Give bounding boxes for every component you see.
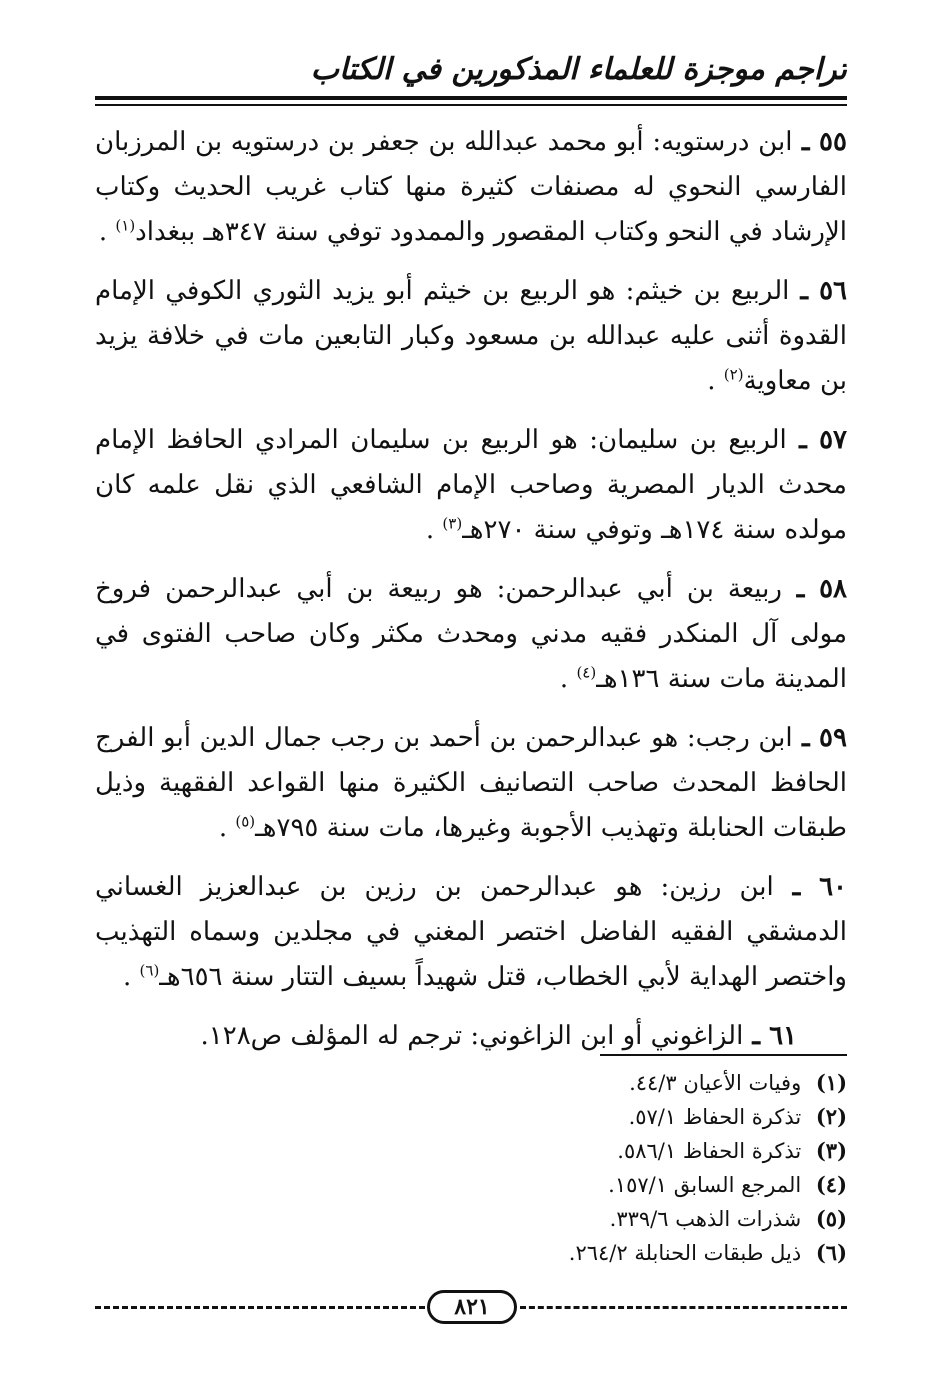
entry-56: ٥٦ ـ الربيع بن خيثم: هو الربيع بن خيثم أبو يزيد الثوري الكوفي الإمام القدوة أثنى عليه عبدالله بن مسعود وكبار التابعين مات في خلافة يزيد بن معاوية$^{(٢)}$ . [95,269,847,404]
entry-55: ٥٥ ـ ابن درستويه: أبو محمد عبدالله بن جعفر بن درستويه بن المرزبان الفارسي النحوي له مصنفات كثيرة منها كتاب غريب الحديث وكتاب الإرشاد في النحو وكتاب المقصور والممدود توفي سنة ٣٤٧هـ ببغداد$^{(١)}$ . [95,120,847,255]
footnote-ref: (٣) [442,514,463,533]
footnote-text: ذيل طبقات الحنابلة ٢٦٤/٢. [568,1241,802,1265]
footnote-number: (٥) [815,1206,847,1231]
entry-number: ٥٥ ـ [792,127,847,157]
footnotes [95,1066,847,1270]
entry-number: ٦٠ ـ [774,872,847,902]
entry-61 [95,1014,847,1059]
entry-60: ٦٠ ـ ابن رزين: هو عبدالرحمن بن رزين بن عبدالعزيز الغساني الدمشقي الفقيه الفاضل اختصر المغني في مجلدين وسماه التهذيب واختصر الهداية لأبي الخطاب، قتل شهيداً بسيف التتار سنة ٦٥٦هـ$^{(٦)}$ . [95,865,847,1000]
running-head-title: تراجم موجزة للعلماء المذكورين في الكتاب [310,52,847,87]
header-rule-thick [95,96,847,100]
entry-number: ٥٦ ـ [789,276,847,306]
footnote-ref: (٦) [139,961,160,980]
entry-number: ٥٩ ـ [793,723,847,753]
footnote-ref: (٥) [235,812,256,831]
page-number: ٨٢١ [427,1290,517,1324]
entry-number: ٥٧ ـ [787,425,847,455]
footnote-text: المرجع السابق ١٥٧/١. [608,1173,802,1197]
footnote-text: وفيات الأعيان ٤٤/٣. [629,1071,802,1095]
entry-58: ٥٨ ـ ربيعة بن أبي عبدالرحمن: هو ربيعة بن أبي عبدالرحمن فروخ مولى آل المنكدر فقيه مدني ومحدث مكثر وكان صاحب الفتوى في المدينة مات سنة ١٣٦هـ$^{(٤)}$ . [95,567,847,702]
footnote-number: (٤) [815,1172,847,1197]
footnote-ref: (٤) [576,663,597,682]
footnote-number: (٦) [815,1240,847,1265]
footnote-3 [95,1134,847,1168]
entry-number: ٥٨ ـ [782,574,847,604]
entry-59: ٥٩ ـ ابن رجب: هو عبدالرحمن بن أحمد بن رجب جمال الدين أبو الفرج الحافظ المحدث صاحب التصانيف الكثيرة منها القواعد الفقهية وذيل طبقات الحنابلة وتهذيب الأجوبة وغيرها، مات سنة ٧٩٥هـ$^{(٥)}$ . [95,716,847,851]
biography-entries [95,120,847,1073]
footer-dashed-rule-left [95,1306,425,1309]
entry-text: الزاغوني أو ابن الزاغوني: ترجم له المؤلف ص١٢٨. [200,1021,744,1051]
entry-text: الربيع بن خيثم: هو الربيع بن خيثم أبو يزيد الثوري الكوفي الإمام القدوة أثنى عليه عبدالله بن مسعود وكبار التابعين مات في خلافة يزيد بن معاوية [95,276,847,396]
footnote-number: (٢) [815,1104,847,1129]
footnote-ref: (٢) [723,365,744,384]
entry-number: ٦١ ـ [743,1021,797,1051]
footnote-text: تذكرة الحفاظ ٥٧/١. [628,1105,802,1129]
entry-text: ربيعة بن أبي عبدالرحمن: هو ربيعة بن أبي عبدالرحمن فروخ مولى آل المنكدر فقيه مدني ومحدث مكثر وكان صاحب الفتوى في المدينة مات سنة ١٣٦هـ [95,574,847,694]
footnote-text: تذكرة الحفاظ ٥٨٦/١. [617,1139,802,1163]
entry-57: ٥٧ ـ الربيع بن سليمان: هو الربيع بن سليمان المرادي الحافظ الإمام محدث الديار المصرية وصاحب الإمام الشافعي الذي نقل علمه كان مولده سنة ١٧٤هـ وتوفي سنة ٢٧٠هـ$^{(٣)}$ . [95,418,847,553]
footnote-6 [95,1236,847,1270]
entry-text: ابن رزين: هو عبدالرحمن بن رزين بن عبدالعزيز الغساني الدمشقي الفقيه الفاضل اختصر المغني في مجلدين وسماه التهذيب واختصر الهداية لأبي الخطاب، قتل شهيداً بسيف التتار سنة ٦٥٦هـ [95,872,847,992]
entry-text: ابن درستويه: أبو محمد عبدالله بن جعفر بن درستويه بن المرزبان الفارسي النحوي له مصنفات كثيرة منها كتاب غريب الحديث وكتاب الإرشاد في النحو وكتاب المقصور والممدود توفي سنة ٣٤٧هـ ببغداد [95,127,847,247]
footnote-text: شذرات الذهب ٣٣٩/٦. [609,1207,802,1231]
entry-text: الربيع بن سليمان: هو الربيع بن سليمان المرادي الحافظ الإمام محدث الديار المصرية وصاحب الإمام الشافعي الذي نقل علمه كان مولده سنة ١٧٤هـ وتوفي سنة ٢٧٠هـ [95,425,847,545]
footnote-4 [95,1168,847,1202]
entry-text: ابن رجب: هو عبدالرحمن بن أحمد بن رجب جمال الدين أبو الفرج الحافظ المحدث صاحب التصانيف الكثيرة منها القواعد الفقهية وذيل طبقات الحنابلة وتهذيب الأجوبة وغيرها، مات سنة ٧٩٥هـ [95,723,847,843]
footnote-ref: (١) [115,216,136,235]
footer-dashed-rule-right [520,1306,847,1309]
footnote-5 [95,1202,847,1236]
footnote-number: (١) [815,1070,847,1095]
footnote-2 [95,1100,847,1134]
footnote-separator [600,1054,847,1056]
header-rule-thin [95,104,847,106]
footnote-number: (٣) [815,1138,847,1163]
footnote-1 [95,1066,847,1100]
